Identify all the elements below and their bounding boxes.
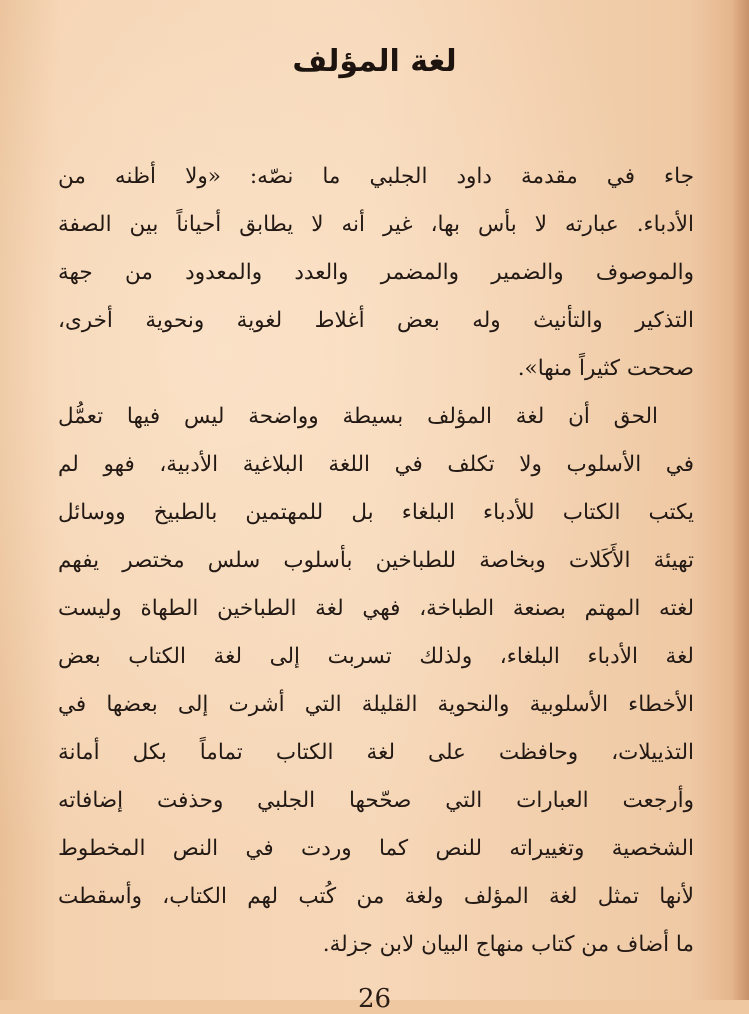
paragraph-body <box>58 393 694 969</box>
text-line: الحق أن لغة المؤلف بسيطة وواضحة ليس فيها تعمُّل <box>58 404 658 429</box>
text-line: الأخطاء الأسلوبية والنحوية القليلة التي أشرت إلى بعضها في <box>58 692 694 717</box>
text-line: والموصوف والضمير والمضمر والعدد والمعدود من جهة <box>58 260 694 285</box>
paragraph-quote <box>58 153 694 393</box>
text-line: لغته المهتم بصنعة الطباخة، فهي لغة الطباخين الطهاة وليست <box>58 596 694 621</box>
text-line: الأدباء. عبارته لا بأس بها، غير أنه لا يطابق أحياناً بين الصفة <box>58 212 694 237</box>
text-line: لأنها تمثل لغة المؤلف ولغة من كُتب لهم الكتاب، وأسقطت <box>58 884 694 909</box>
text-line: التذكير والتأنيث وله بعض أغلاط لغوية ونحوية أخرى، <box>58 308 694 333</box>
page-title: لغة المؤلف <box>292 44 457 79</box>
text-line: لغة الأدباء البلغاء، ولذلك تسربت إلى لغة الكتاب بعض <box>58 644 694 669</box>
text-line: يكتب الكتاب للأدباء البلغاء بل للمهتمين بالطبيخ ووسائل <box>58 500 694 525</box>
page-number: 26 <box>357 984 392 1014</box>
text-line: في الأسلوب ولا تكلف في اللغة البلاغية الأدبية، فهو لم <box>58 452 694 477</box>
text-line: التذييلات، وحافظت على لغة الكتاب تماماً بكل أمانة <box>58 740 694 765</box>
text-line: تهيئة الأَكَلات وبخاصة للطباخين بأسلوب سلس مختصر يفهم <box>58 548 694 573</box>
text-line: وأرجعت العبارات التي صحّحها الجلبي وحذفت إضافاته <box>58 788 694 813</box>
text-line: صححت كثيراً منها». <box>517 356 694 381</box>
page-spine-shadow <box>731 0 749 1000</box>
text-line: جاء في مقدمة داود الجلبي ما نصّه: «ولا أظنه من <box>58 164 694 189</box>
text-line: الشخصية وتغييراته للنص كما وردت في النص المخطوط <box>58 836 694 861</box>
text-line: ما أضاف من كتاب منهاج البيان لابن جزلة. <box>322 932 694 957</box>
